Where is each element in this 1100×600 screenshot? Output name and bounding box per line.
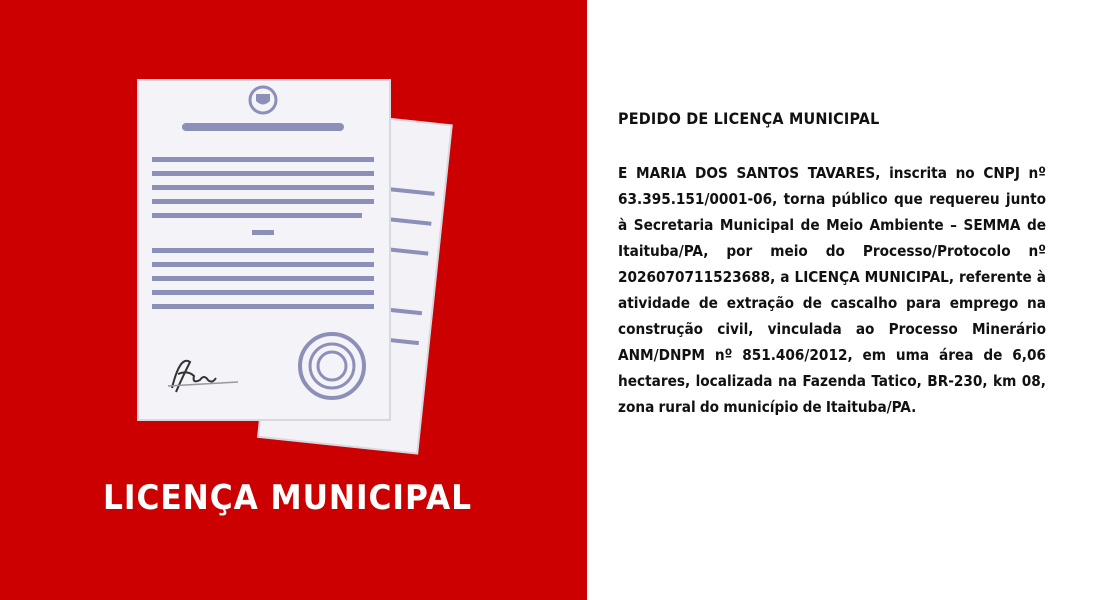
banner-title: LICENÇA MUNICIPAL <box>103 478 472 518</box>
document-stack-icon <box>120 70 460 470</box>
notice-panel <box>587 0 1100 600</box>
notice-text-block <box>618 106 1046 420</box>
notice-heading: PEDIDO DE LICENÇA MUNICIPAL <box>618 109 880 128</box>
notice-body: E MARIA DOS SANTOS TAVARES, inscrita no CNPJ nº 63.395.151/0001-06, torna público que requereu junto à Secretaria Municipal de Meio Ambiente – SEMMA de Itaituba/PA, por meio do Processo/Protocolo nº 2026070711523688, a LICENÇA MUNICIPAL, referente à atividade de extração de cascalho para emprego na construção civil, vinculada ao Processo Minerário ANM/DNPM nº 851.406/2012, em uma área de 6,06 hectares, localizada na Fazenda Tatico, BR-230, km 08, zona rural do município de Itaituba/PA. <box>618 164 1046 416</box>
